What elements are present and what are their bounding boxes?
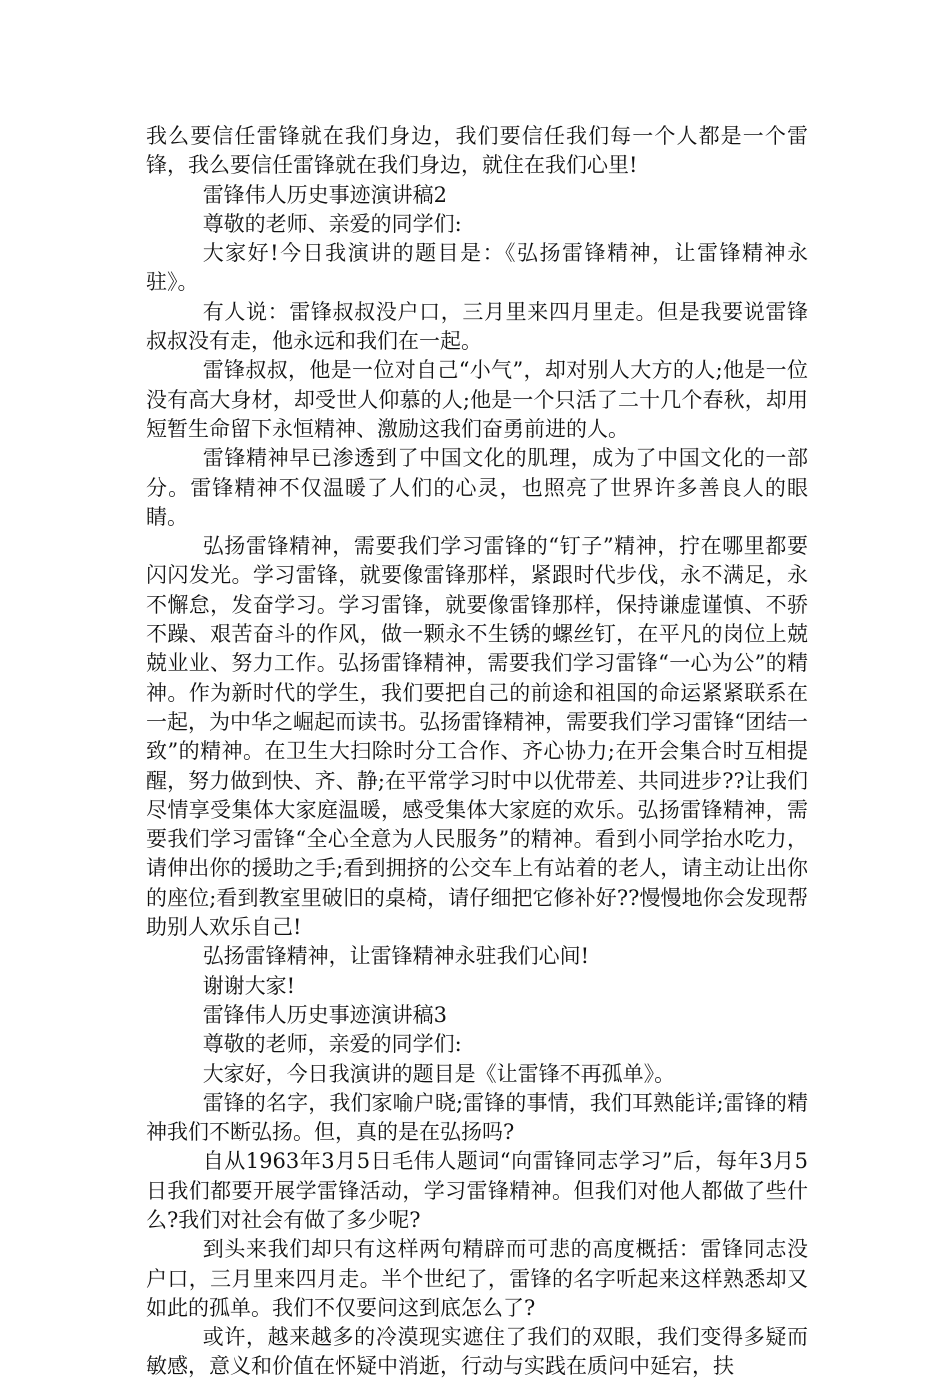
salutation-2: 尊敬的老师、亲爱的同学们:	[202, 211, 462, 236]
closing-thanks: 谢谢大家!	[202, 973, 296, 998]
paragraph-14: 雷锋的名字，我们家喻户晓;雷锋的事情，我们耳熟能详;雷锋的精神我们不断弘扬。但，真的是在弘扬吗?	[146, 1090, 808, 1145]
paragraph-1: 我么要信任雷锋就在我们身边，我们要信任我们每一个人都是一个雷锋，我么要信任雷锋就在我们身边，就住在我们心里!	[146, 124, 808, 178]
salutation-3: 尊敬的老师，亲爱的同学们:	[202, 1032, 462, 1057]
paragraph-8: 弘扬雷锋精神，需要我们学习雷锋的“钉子”精神，拧在哪里都要闪闪发光。学习雷锋，就要像雷锋那样，紧跟时代步伐，永不满足，永不懈怠，发奋学习。学习雷锋，就要像雷锋那样，保持谦虚谨慎、不骄不躁、艰苦奋斗的作风，做一颗永不生锈的螺丝钉，在平凡的岗位上兢兢业业、努力工作。弘扬雷锋精神，需要我们学习雷锋“一心为公”的精神。作为新时代的学生，我们要把自己的前途和祖国的命运紧紧联系在一起，为中华之崛起而读书。弘扬雷锋精神，需要我们学习雷锋“团结一致”的精神。在卫生大扫除时分工合作、齐心协力;在开会集合时互相提醒，努力做到快、齐、静;在平常学习时中以优带差、共同进步??让我们尽情享受集体大家庭温暖，感受集体大家庭的欢乐。弘扬雷锋精神，需要我们学习雷锋“全心全意为人民服务”的精神。看到小同学抬水吃力，请伸出你的援助之手;看到拥挤的公交车上有站着的老人，请主动让出你的座位;看到教室里破旧的桌椅，请仔细把它修补好??慢慢地你会发现帮助别人欢乐自己!	[146, 534, 808, 940]
paragraph-13: 大家好，今日我演讲的题目是《让雷锋不再孤单》。	[202, 1061, 676, 1086]
paragraph-17: 或许，越来越多的冷漠现实遮住了我们的双眼，我们变得多疑而敏感，意义和价值在怀疑中消逝，行动与实践在质问中延宕，扶	[146, 1325, 808, 1379]
document-page	[146, 122, 808, 1382]
paragraph-9: 弘扬雷锋精神，让雷锋精神永驻我们心间!	[202, 944, 590, 969]
section-heading-3: 雷锋伟人历史事迹演讲稿3	[202, 1002, 448, 1027]
paragraph-5: 有人说：雷锋叔叔没户口，三月里来四月里走。但是我要说雷锋叔叔没有走，他永远和我们在一起。	[146, 299, 808, 354]
paragraph-15: 自从1963年3月5日毛伟人题词“向雷锋同志学习”后，每年3月5日我们都要开展学雷锋活动，学习雷锋精神。但我们对他人都做了些什么?我们对社会有做了多少呢?	[146, 1149, 808, 1232]
paragraph-6: 雷锋叔叔，他是一位对自己“小气”，却对别人大方的人;他是一位没有高大身材，却受世人仰慕的人;他是一个只活了二十几个春秋，却用短暂生命留下永恒精神、激励这我们奋勇前进的人。	[146, 358, 808, 441]
paragraph-16: 到头来我们却只有这样两句精辟而可悲的高度概括：雷锋同志没户口，三月里来四月走。半个世纪了，雷锋的名字听起来这样熟悉却又如此的孤单。我们不仅要问这到底怎么了?	[146, 1237, 808, 1320]
paragraph-7: 雷锋精神早已渗透到了中国文化的肌理，成为了中国文化的一部分。雷锋精神不仅温暖了人们的心灵，也照亮了世界许多善良人的眼睛。	[146, 446, 808, 529]
section-heading-2: 雷锋伟人历史事迹演讲稿2	[202, 182, 448, 207]
paragraph-4: 大家好!今日我演讲的题目是：《弘扬雷锋精神，让雷锋精神永驻》。	[146, 241, 808, 295]
